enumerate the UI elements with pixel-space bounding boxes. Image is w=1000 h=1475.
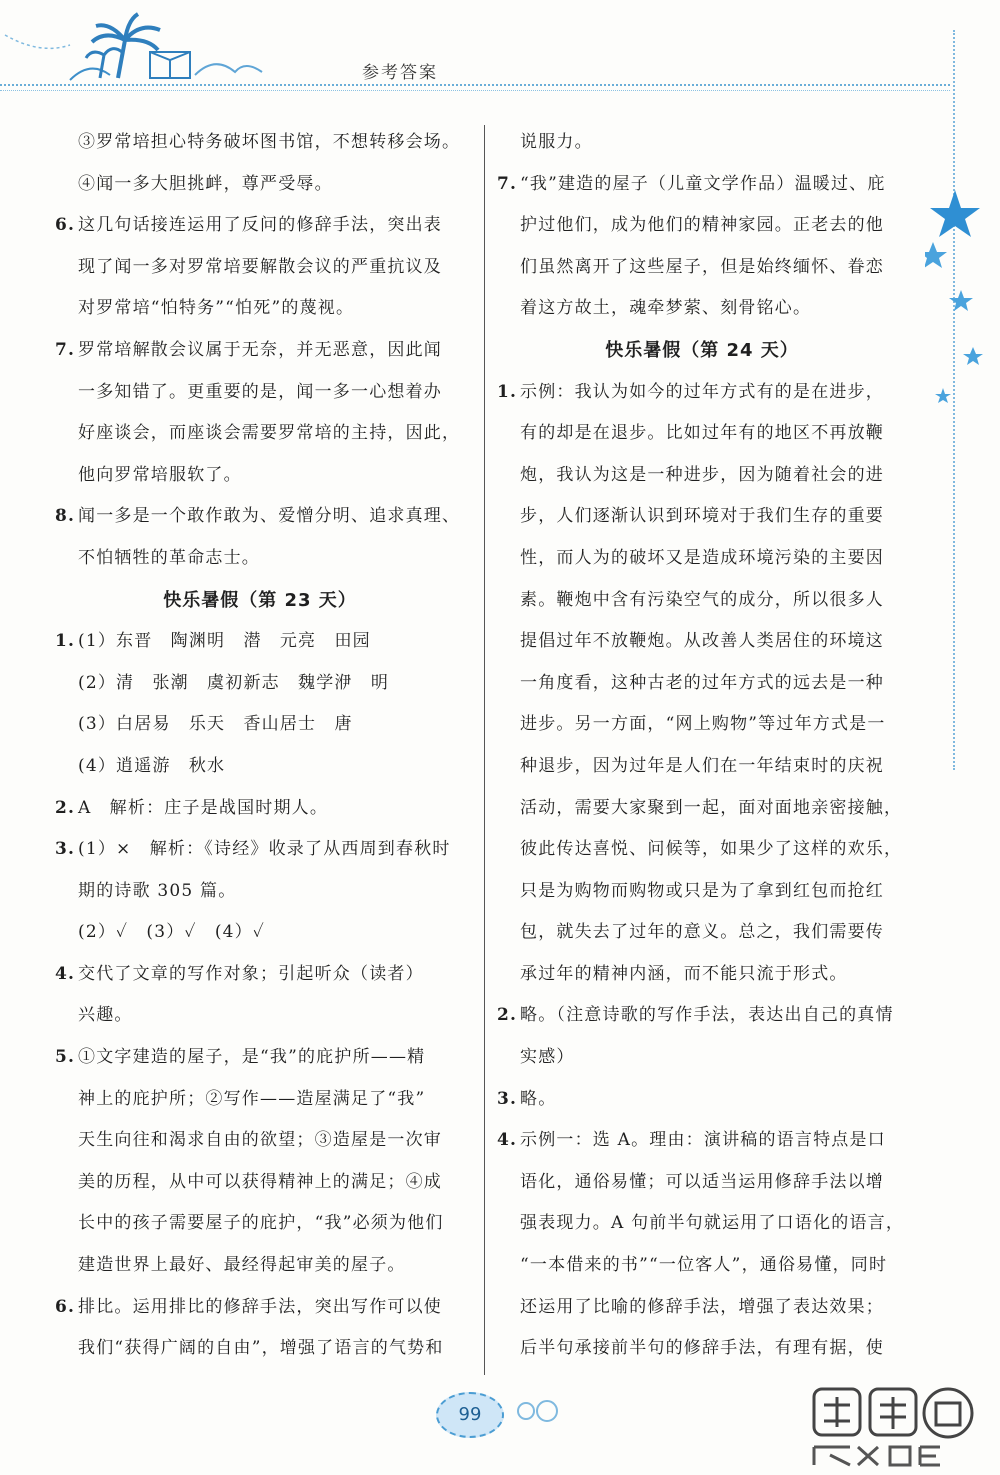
header-title: 参考答案 [362, 63, 438, 83]
answer-line [497, 829, 907, 871]
answer-text: 好座谈会，而座谈会需要罗常培的主持，因此， [78, 423, 461, 444]
answer-line [55, 663, 465, 705]
answer-text: (1）东晋 陶渊明 潜 元亮 田园 [78, 631, 371, 652]
answer-line [497, 247, 907, 289]
answer-line [55, 205, 465, 247]
answer-text: 示例一：选 A。理由：演讲稿的语言特点是口 [520, 1130, 886, 1151]
answer-text: A 解析：庄子是战国时期人。 [78, 797, 329, 818]
question-number: 6. [55, 215, 76, 236]
answer-line [55, 746, 465, 788]
answer-text: 承过年的精神内涵，而不能只流于形式。 [520, 963, 848, 984]
answer-text: 不怕牺牲的革命志士。 [78, 547, 260, 568]
answer-line [497, 954, 907, 996]
question-number: 3. [497, 1088, 518, 1109]
question-number: 2. [497, 1005, 518, 1026]
answer-text: ④闻一多大胆挑衅，尊严受辱。 [78, 173, 333, 194]
question-number: 6. [55, 1296, 76, 1317]
answer-line [55, 496, 465, 538]
answer-text: 天生向往和渴求自由的欲望；③造屋是一次审 [78, 1130, 442, 1151]
answer-line [497, 621, 907, 663]
answer-line [55, 1328, 465, 1370]
answer-text: 后半句承接前半句的修辞手法，有理有据，使 [520, 1338, 884, 1359]
answer-text: 罗常培解散会议属于无奈，并无恶意，因此闻 [78, 339, 442, 360]
answer-text: 包，就失去了过年的意义。总之，我们需要传 [520, 922, 884, 943]
answer-line [55, 247, 465, 289]
answer-text: 实感） [520, 1047, 575, 1068]
answer-text: 兴趣。 [78, 1005, 133, 1026]
answer-line [497, 1120, 907, 1162]
answer-text: 炮，我认为这是一种进步，因为随着社会的进 [520, 464, 884, 485]
answer-text: (2）✓ (3）✓ (4）✓ [78, 922, 266, 943]
watermark-logo [810, 1385, 990, 1470]
answer-text: ③罗常培担心特务破坏图书馆，不想转移会场。 [78, 132, 461, 152]
column-divider [484, 125, 485, 1375]
question-number: 7. [497, 173, 518, 194]
question-number: 5. [55, 1047, 76, 1068]
answer-text: 们虽然离开了这些屋子，但是始终缅怀、眷恋 [520, 256, 884, 277]
answer-text: 闻一多是一个敢作敢为、爱憎分明、追求真理、 [78, 506, 461, 527]
question-number: 1. [497, 381, 518, 402]
answer-text: 建造世界上最好、最经得起审美的屋子。 [78, 1255, 406, 1276]
answer-line [55, 621, 465, 663]
answer-text: 彼此传达喜悦、问候等，如果少了这样的欢乐， [520, 839, 903, 860]
answer-text: (3）白居易 乐天 香山居士 唐 [78, 714, 353, 735]
answer-text: 对罗常培“怕特务”“怕死”的蔑视。 [78, 298, 355, 319]
answer-text: (2）清 张潮 虞初新志 魏学洢 明 [78, 672, 390, 693]
answer-line [497, 1245, 907, 1287]
page-number: 99 [436, 1392, 504, 1438]
answer-line [497, 912, 907, 954]
header-divider-secondary [0, 90, 950, 91]
answer-line [497, 455, 907, 497]
answer-text: 期的诗歌 305 篇。 [78, 880, 237, 901]
answer-line [497, 788, 907, 830]
answer-text: 排比。运用排比的修辞手法，突出写作可以使 [78, 1296, 442, 1317]
answer-text: 长中的孩子需要屋子的庇护，“我”必须为他们 [78, 1213, 444, 1234]
answer-line [497, 1203, 907, 1245]
answer-text: “我”建造的屋子（儿童文学作品）温暖过、庇 [520, 173, 886, 194]
answer-line [497, 288, 907, 330]
answer-text: ①文字建造的屋子，是“我”的庇护所——精 [78, 1047, 426, 1068]
answer-text: 还运用了比喻的修辞手法，增强了表达效果； [520, 1296, 884, 1317]
answer-text: 提倡过年不放鞭炮。从改善人类居住的环境这 [520, 631, 884, 652]
answer-text: 有的却是在退步。比如过年有的地区不再放鞭 [520, 423, 884, 444]
answer-line [497, 1162, 907, 1204]
answer-line [497, 538, 907, 580]
answer-text: 一多知错了。更重要的是，闻一多一心想着办 [78, 381, 442, 402]
answer-line [55, 871, 465, 913]
answer-line [497, 1287, 907, 1329]
answer-line [497, 372, 907, 414]
answer-line [497, 704, 907, 746]
answer-line [55, 995, 465, 1037]
footer-circle-decoration [517, 1402, 535, 1420]
answer-text: 示例：我认为如今的过年方式有的是在进步， [520, 381, 884, 402]
answer-line [55, 788, 465, 830]
answer-line [55, 1162, 465, 1204]
footer-circle-decoration [536, 1400, 558, 1422]
answer-text: 美的历程，从中可以获得精神上的满足；④成 [78, 1171, 442, 1192]
answer-line [55, 1245, 465, 1287]
answer-text: 活动，需要大家聚到一起，面对面地亲密接触， [520, 797, 903, 818]
question-number: 4. [497, 1130, 518, 1151]
answer-text: 说服力。 [520, 132, 593, 152]
answer-text: 性，而人为的破坏又是造成环境污染的主要因 [520, 547, 884, 568]
answer-text: 略。 [520, 1088, 557, 1109]
answer-line [497, 164, 907, 206]
question-number: 1. [55, 631, 76, 652]
answer-line [55, 1079, 465, 1121]
answer-line [55, 1287, 465, 1329]
question-number: 4. [55, 963, 76, 984]
answer-text: 一角度看，这种古老的过年方式的远去是一种 [520, 672, 884, 693]
section-title: 快乐暑假（第 24 天） [605, 339, 799, 361]
answer-line [497, 496, 907, 538]
answer-line [55, 164, 465, 206]
answer-line [55, 954, 465, 996]
answer-text: (4）逍遥游 秋水 [78, 755, 226, 776]
answer-text: 这几句话接连运用了反问的修辞手法，突出表 [78, 215, 442, 236]
answer-line [497, 1328, 907, 1370]
answer-line [55, 1037, 465, 1079]
answer-line [497, 1079, 907, 1121]
answer-line [497, 413, 907, 455]
answer-text: 种退步，因为过年是人们在一年结束时的庆祝 [520, 755, 884, 776]
answer-line [55, 1203, 465, 1245]
answer-line [55, 455, 465, 497]
answer-text: 进步。另一方面，“网上购物”等过年方式是一 [520, 714, 886, 735]
answer-line [55, 538, 465, 580]
answer-line [55, 122, 465, 164]
star-decoration-icon [925, 190, 990, 420]
answer-text: 步，人们逐渐认识到环境对于我们生存的重要 [520, 506, 884, 527]
answer-line [55, 829, 465, 871]
answer-line [497, 871, 907, 913]
answer-text: 护过他们，成为他们的精神家园。正老去的他 [520, 215, 884, 236]
header-divider [0, 84, 950, 86]
question-number: 7. [55, 339, 76, 360]
answer-text: 他向罗常培服软了。 [78, 464, 242, 485]
answer-text: 只是为购物而购物或只是为了拿到红包而抢红 [520, 880, 884, 901]
answer-line [497, 122, 907, 164]
answer-line [497, 205, 907, 247]
answer-text: 语化，通俗易懂；可以适当运用修辞手法以增 [520, 1171, 884, 1192]
answer-line [497, 1037, 907, 1079]
question-number: 3. [55, 839, 76, 860]
answer-line [55, 912, 465, 954]
question-number: 2. [55, 797, 76, 818]
question-number: 8. [55, 506, 76, 527]
answer-line [55, 413, 465, 455]
answer-line [497, 746, 907, 788]
answer-line [55, 330, 465, 372]
answer-line [55, 1120, 465, 1162]
answer-text: 神上的庇护所；②写作——造屋满足了“我” [78, 1088, 426, 1109]
answer-line [497, 995, 907, 1037]
answer-text: 强表现力。A 句前半句就运用了口语化的语言， [520, 1213, 905, 1234]
answer-line [55, 288, 465, 330]
answer-text: 素。鞭炮中含有污染空气的成分，所以很多人 [520, 589, 884, 610]
right-column [497, 122, 907, 1370]
answer-text: (1）× 解析：《诗经》收录了从西周到春秋时 [78, 839, 451, 860]
answer-text: 我们“获得广阔的自由”，增强了语言的气势和 [78, 1338, 444, 1359]
answer-text: 略。（注意诗歌的写作手法，表达出自己的真情 [520, 1005, 894, 1026]
answer-text: 着这方故土，魂牵梦萦、刻骨铭心。 [520, 298, 812, 319]
answer-text: 现了闻一多对罗常培要解散会议的严重抗议及 [78, 256, 442, 277]
answer-line [497, 663, 907, 705]
answer-line [497, 580, 907, 622]
section-title: 快乐暑假（第 23 天） [163, 589, 357, 611]
answer-line [55, 372, 465, 414]
left-column [55, 122, 465, 1370]
answer-text: “一本借来的书”“一位客人”，通俗易懂，同时 [520, 1255, 888, 1276]
answer-line [55, 704, 465, 746]
answer-text: 交代了文章的写作对象；引起听众（读者） [78, 963, 424, 984]
